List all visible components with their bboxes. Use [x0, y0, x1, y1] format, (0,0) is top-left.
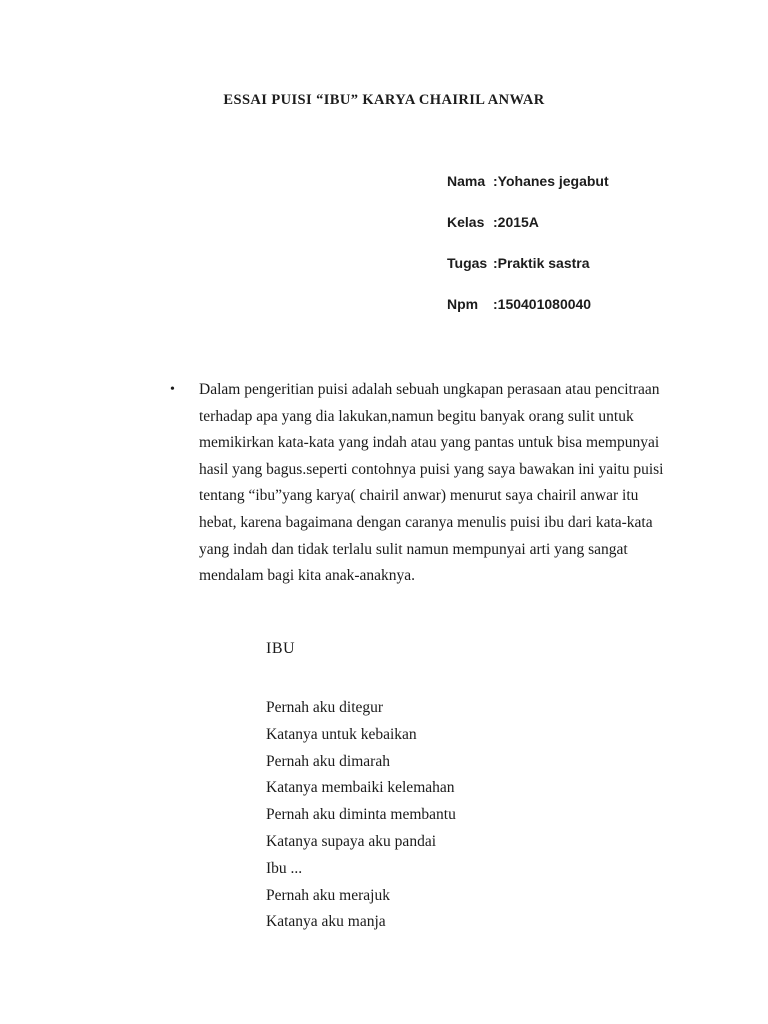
- info-row: [447, 256, 609, 271]
- info-label: Npm: [447, 296, 479, 312]
- poem-line: Pernah aku dimarah: [266, 752, 390, 770]
- poem-line: Ibu ...: [266, 859, 303, 877]
- bullet-icon: •: [170, 382, 175, 397]
- essay-line: memikirkan kata-kata yang indah atau yang pantas untuk bisa mempunyai: [199, 434, 660, 452]
- poem-line: Pernah aku merajuk: [266, 886, 390, 904]
- poem-line: Katanya aku manja: [266, 913, 386, 931]
- poem-line: Katanya membaiki kelemahan: [266, 779, 455, 797]
- info-label: Nama: [447, 173, 486, 189]
- info-value: :Yohanes jegabut: [493, 173, 609, 189]
- info-value: :2015A: [493, 214, 539, 230]
- poem-heading: IBU: [266, 640, 296, 657]
- essay-line: tentang “ibu”yang karya( chairil anwar) menurut saya chairil anwar itu: [199, 487, 639, 505]
- poem-lines: [266, 695, 456, 936]
- info-row: [447, 174, 609, 189]
- info-row: [447, 297, 609, 312]
- info-value: :Praktik sastra: [493, 255, 590, 271]
- essay-line: hasil yang bagus.seperti contohnya puisi yang saya bawakan ini yaitu puisi: [199, 460, 664, 478]
- poem-line: Katanya untuk kebaikan: [266, 725, 417, 743]
- essay-line: Dalam pengeritian puisi adalah sebuah ungkapan perasaan atau pencitraan: [199, 381, 660, 398]
- info-value: :150401080040: [493, 296, 592, 312]
- info-row: [447, 215, 609, 230]
- document-title: ESSAI PUISI “IBU” KARYA CHAIRIL ANWAR: [223, 92, 545, 108]
- essay-line: mendalam bagi kita anak-anaknya.: [199, 567, 416, 585]
- essay-line: yang indah dan tidak terlalu sulit namun mempunyai arti yang sangat: [199, 540, 628, 558]
- essay-lines: [199, 377, 690, 590]
- student-info-block: [447, 174, 609, 338]
- essay-line: terhadap apa yang dia lakukan,namun begitu banyak orang sulit untuk: [199, 407, 634, 425]
- essay-line: hebat, karena bagaimana dengan caranya menulis puisi ibu dari kata-kata: [199, 513, 653, 531]
- info-label: Kelas: [447, 214, 485, 230]
- info-label: Tugas: [447, 255, 488, 271]
- essay-paragraph: [170, 377, 690, 590]
- poem-line: Pernah aku ditegur: [266, 699, 384, 716]
- poem-line: Pernah aku diminta membantu: [266, 806, 456, 824]
- poem-line: Katanya supaya aku pandai: [266, 832, 437, 850]
